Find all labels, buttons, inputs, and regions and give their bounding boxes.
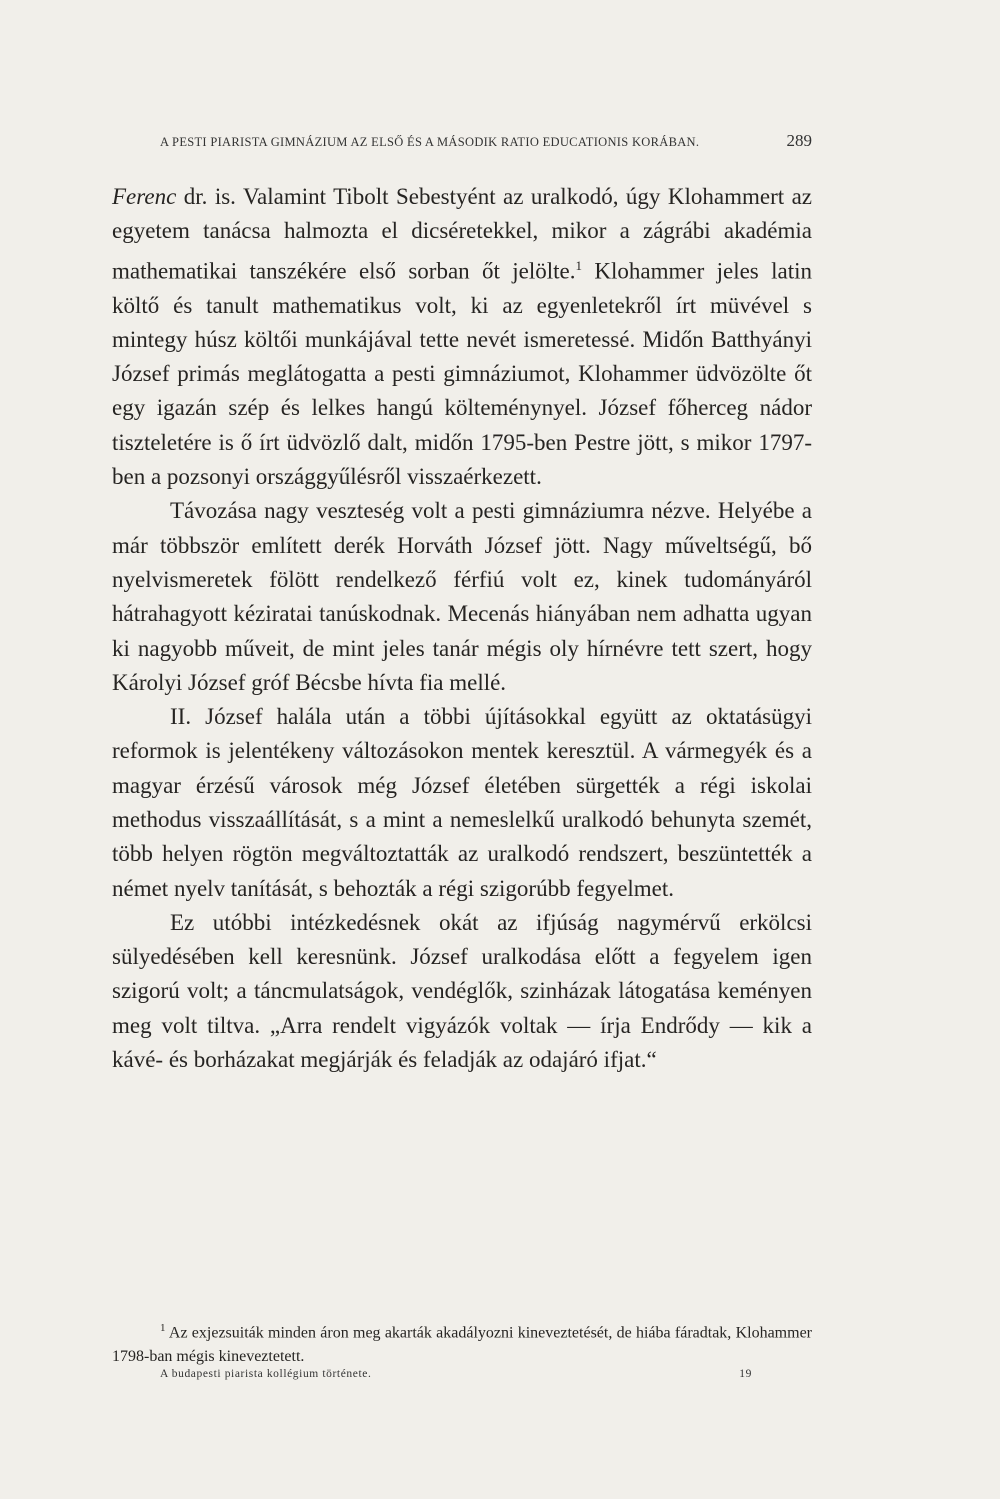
footnote	[112, 1316, 812, 1369]
paragraph-1-text-b: Klohammer jeles latin költő és tanult mathematikus volt, ki az egyenletekről írt müvével s mintegy húsz költői munkájával tette nevét ismeretessé. Midőn Batthyányi József primás meglátogatta a pesti gimnáziumot, Klohammer üdvözölte őt egy igazán szép és lelkes hangú költeménynyel. József főherceg nádor tiszteletére is ő írt üdvözlő dalt, midőn 1795-ben Pestre jött, s mikor 1797-ben a pozsonyi országgyűlésről visszaérkezett.	[112, 258, 813, 490]
footnote-reference: 1	[575, 257, 583, 273]
running-header	[160, 131, 812, 151]
running-title: A PESTI PIARISTA GIMNÁZIUM AZ ELSŐ ÉS A MÁSODIK RATIO EDUCATIONIS KORÁBAN.	[160, 135, 700, 149]
paragraph-1-first-word: Ferenc	[112, 184, 177, 209]
footnote-paragraph	[112, 1316, 812, 1369]
footnote-text: Az exjezsuiták minden áron meg akarták akadályozni kineveztetését, de hiába fáradtak, Klohammer 1798-ban mégis kineveztetett.	[112, 1324, 812, 1366]
paragraph-2: Távozása nagy veszteség volt a pesti gimnáziumra nézve. Helyébe a már többször említett derék Horváth József jött. Nagy műveltségű, bő nyelvismeretek fölött rendelkező férfiú volt ez, kinek tudományáról hátrahagyott kéziratai tanúskodnak. Mecenás hiányában nem adhatta ugyan ki nagyobb műveit, de mint jeles tanár mégis oly hírnévre tett szert, hogy Károlyi József gróf Bécsbe hívta fia mellé.	[112, 498, 812, 695]
paragraph-4: Ez utóbbi intézkedésnek okát az ifjúság nagymérvű erkölcsi sülyedésében kell keresnünk. József uralkodása előtt a fegyelem igen szigorú volt; a táncmulatságok, vendéglők, szinházak látogatása keményen meg volt tiltva. „Arra rendelt vigyázók voltak — írja Endrődy — kik a kávé- és borházakat megjárják és feladják az odajáró ifjat.“	[112, 909, 812, 1073]
page-number: 289	[786, 131, 812, 150]
main-text	[112, 180, 812, 1077]
paragraph-1-text-a: dr. is. Valamint Tibolt Sebestyént az uralkodó, úgy Klohammert az egyetem tanácsa halmozta el dicséretekkel, mikor a zágrábi akadémia mathematikai tanszékére első sorban őt jelölte.	[112, 184, 812, 284]
paragraph-3: II. József halála után a többi újításokkal együtt az oktatásügyi reformok is jelentékeny változásokon mentek keresztül. A vármegyék és a magyar érzésű városok még József életében sürgették a régi iskolai methodus visszaállítását, s a mint a nemeslelkű uralkodó behunyta szemét, több helyen rögtön megváltoztatták az uralkodó rendszert, beszüntették a német nyelv tanítását, s behozták a régi szigorúbb fegyelmet.	[112, 704, 812, 901]
book-title-footer: A budapesti piarista kollégium története.	[160, 1368, 372, 1380]
signature-number: 19	[739, 1368, 752, 1380]
footnote-marker: 1	[160, 1322, 166, 1334]
paragraph-1	[112, 180, 812, 494]
signature-line	[160, 1368, 752, 1380]
